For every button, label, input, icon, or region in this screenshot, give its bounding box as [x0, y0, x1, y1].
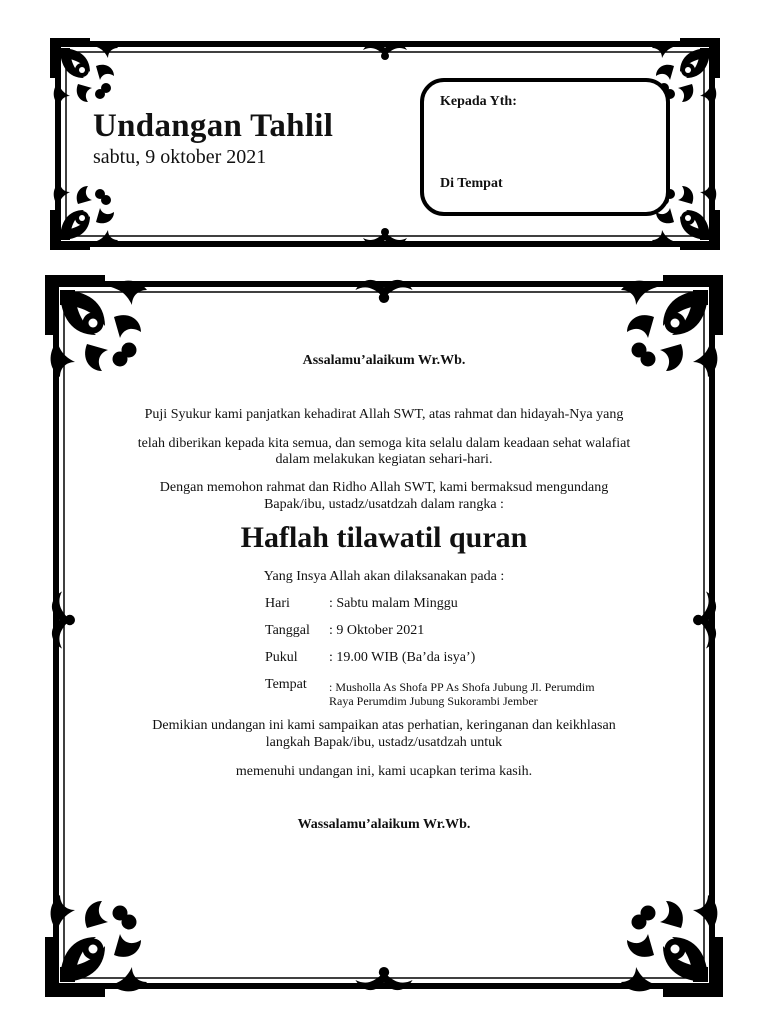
closing-line-3: memenuhi undangan ini, kami ucapkan terima kasih. — [235, 764, 533, 779]
detail-label-time: Pukul — [265, 650, 298, 665]
detail-value-place-line-1: : Musholla As Shofa PP As Shofa Jubung Jl. Perumdim — [329, 680, 595, 694]
detail-value-place-line-2: Raya Perumdim Jubung Sukorambi Jember — [329, 694, 538, 708]
paragraph-2-line-1: telah diberikan kepada kita semua, dan semoga kita selalu dalam keadaan sehat walafiat — [137, 436, 631, 451]
closing-line-1: Demikian undangan ini kami sampaikan atas perhatian, keringanan dan keikhlasan — [152, 718, 616, 733]
event-name: Haflah tilawatil quran — [240, 521, 528, 554]
detail-label-place: Tempat — [265, 677, 307, 692]
greeting: Assalamu’alaikum Wr.Wb. — [302, 353, 466, 368]
schedule-intro: Yang Insya Allah akan dilaksanakan pada : — [263, 569, 505, 584]
address-place-label: Di Tempat — [440, 176, 503, 191]
closing-line-2: langkah Bapak/ibu, ustadz/usatdzah untuk — [265, 735, 503, 750]
detail-value-date: : 9 Oktober 2021 — [329, 623, 425, 638]
address-recipient-label: Kepada Yth: — [440, 94, 517, 109]
detail-label-day: Hari — [265, 596, 290, 611]
paragraph-1: Puji Syukur kami panjatkan kehadirat Allah SWT, atas rahmat dan hidayah-Nya yang — [144, 407, 624, 422]
paragraph-2-line-2: dalam melakukan kegiatan sehari-hari. — [275, 452, 493, 467]
invitation-date: sabtu, 9 oktober 2021 — [93, 146, 267, 168]
paragraph-3-line-2: Bapak/ibu, ustadz/usatdzah dalam rangka : — [264, 497, 504, 512]
detail-label-date: Tanggal — [265, 623, 310, 638]
detail-value-time: : 19.00 WIB (Ba’da isya’) — [329, 650, 476, 665]
paragraph-3-line-1: Dengan memohon rahmat dan Ridho Allah SWT, kami bermaksud mengundang — [159, 480, 609, 495]
farewell: Wassalamu’alaikum Wr.Wb. — [297, 817, 471, 832]
invitation-title: Undangan Tahlil — [93, 108, 334, 144]
detail-value-day: : Sabtu malam Minggu — [329, 596, 458, 611]
